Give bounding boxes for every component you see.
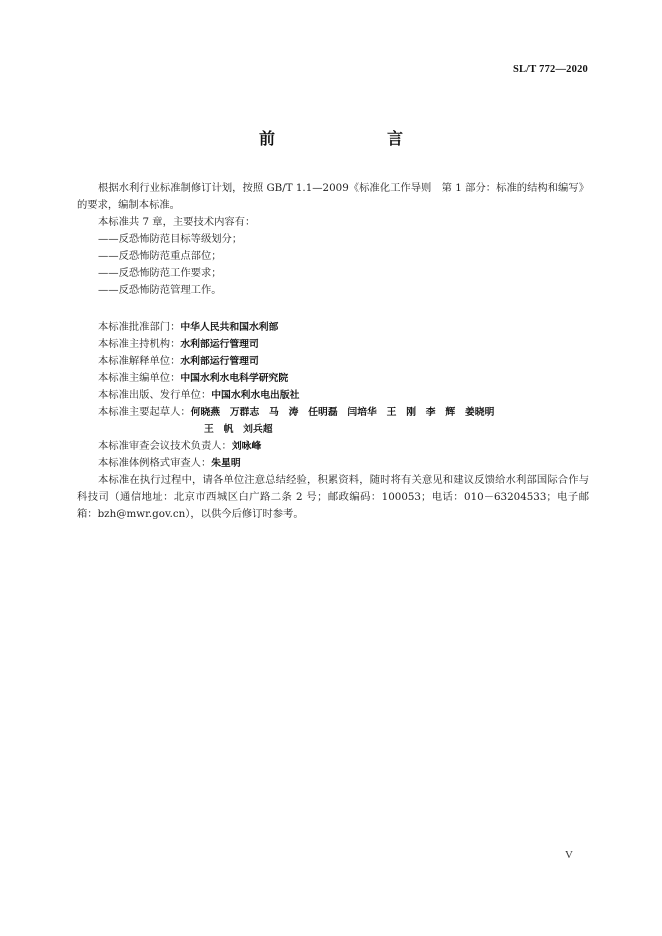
format-reviewer-label: 本标准体例格式审查人：: [98, 457, 212, 469]
drafters-line: [77, 404, 589, 421]
interpret-label: 本标准解释单位：: [98, 355, 181, 367]
host-label: 本标准主持机构：: [98, 338, 181, 350]
chief-editor-label: 本标准主编单位：: [98, 372, 181, 384]
standard-number: SL/T 772—2020: [512, 64, 588, 75]
approval-value: 中华人民共和国水利部: [180, 322, 279, 333]
content-item-2: ——反恐怖防范重点部位；: [98, 250, 222, 262]
publisher-label: 本标准出版、发行单位：: [98, 389, 212, 401]
tech-lead-label: 本标准审查会议技术负责人：: [98, 440, 232, 452]
chief-editor-line: [77, 370, 589, 387]
interpret-value: 水利部运行管理司: [180, 356, 259, 367]
tech-lead-line: [77, 438, 589, 455]
host-value: 水利部运行管理司: [180, 339, 259, 350]
drafters-names-2: 王 帆 刘兵超: [204, 424, 273, 435]
content-item-1: ——反恐怖防范目标等级划分；: [98, 233, 243, 245]
interpret-line: [77, 353, 589, 370]
chapters-intro: 本标准共 7 章，主要技术内容有：: [98, 216, 256, 228]
tech-lead-value: 刘咏峰: [231, 441, 262, 452]
format-reviewer-value: 朱星明: [211, 458, 241, 469]
intro-section: [77, 180, 589, 299]
page-number: V: [565, 849, 573, 861]
approval-label: 本标准批准部门：: [98, 321, 181, 333]
approval-line: [77, 319, 589, 336]
content-item-3: ——反恐怖防范工作要求；: [98, 267, 222, 279]
intro-paragraph: 根据水利行业标准制修订计划，按照 GB/T 1.1—2009《标准化工作导则 第 1 部分：标准的结构和编写》的要求，编制本标准。: [77, 182, 589, 211]
publisher-value: 中国水利水电出版社: [211, 390, 300, 401]
info-section: [77, 319, 589, 523]
chief-editor-value: 中国水利水电科学研究院: [180, 373, 289, 384]
drafters-label: 本标准主要起草人：: [98, 406, 191, 418]
host-line: [77, 336, 589, 353]
format-reviewer-line: [77, 455, 589, 472]
closing-paragraph: 本标准在执行过程中，请各单位注意总结经验，积累资料，随时将有关意见和建议反馈给水利部国际合作与科技司（通信地址：北京市西城区白广路二条 2 号；邮政编码：100053；电话：010－63204533；电子邮箱：bzh@mwr.gov.cn），以供今后修订时参考。: [77, 474, 589, 520]
page-title: 前 言: [258, 129, 451, 148]
content-item-4: ——反恐怖防范管理工作。: [98, 284, 222, 296]
drafters-names-1: 何晓燕 万群志 马 涛 任明磊 闫培华 王 刚 李 辉 姜晓明: [190, 407, 495, 418]
publisher-line: [77, 387, 589, 404]
